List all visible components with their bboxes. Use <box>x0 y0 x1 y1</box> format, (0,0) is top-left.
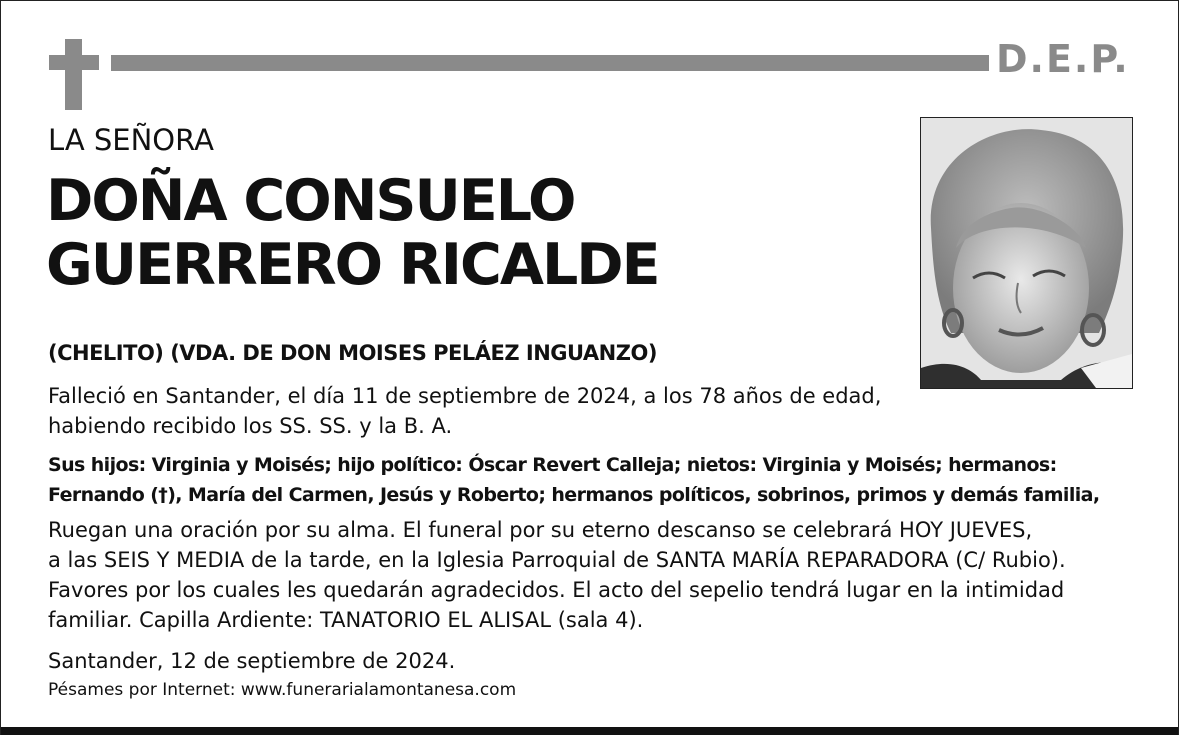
death-notice <box>48 381 881 441</box>
deceased-name <box>46 169 659 297</box>
funeral-line: Ruegan una oración por su alma. El funeral por su eterno descanso se celebrará HOY JUEVES, <box>48 518 1033 542</box>
family-line: Sus hijos: Virginia y Moisés; hijo político: Óscar Revert Calleja; nietos: Virginia y Moisés; hermanos: <box>48 454 1057 476</box>
funeral-line: Favores por los cuales les quedarán agradecidos. El acto del sepelio tendrá lugar en la intimidad <box>48 578 1065 602</box>
dep-label: D.E.P. <box>996 37 1130 81</box>
death-line: Falleció en Santander, el día 11 de septiembre de 2024, a los 78 años de edad, <box>48 384 882 408</box>
name-line: DOÑA CONSUELO <box>46 168 575 234</box>
portrait-image <box>921 118 1132 388</box>
name-line: GUERRERO RICALDE <box>46 232 659 298</box>
funeral-line: familiar. Capilla Ardiente: TANATORIO EL ALISAL (sala 4). <box>48 608 644 632</box>
cross-icon <box>49 39 99 110</box>
bottom-rule <box>1 727 1178 735</box>
funeral-details <box>48 515 1066 635</box>
family-line: Fernando (†), María del Carmen, Jesús y Roberto; hermanos políticos, sobrinos, primos y demás familia, <box>48 484 1100 506</box>
header-rule <box>111 55 989 71</box>
family-list <box>48 450 1100 510</box>
death-line: habiendo recibido los SS. SS. y la B. A. <box>48 414 453 438</box>
condolences-web: Pésames por Internet: www.funerarialamontanesa.com <box>48 680 517 700</box>
honorific-prefix: LA SEÑORA <box>48 123 214 157</box>
dateline: Santander, 12 de septiembre de 2024. <box>48 649 456 673</box>
nickname-subtitle: (CHELITO) (VDA. DE DON MOISES PELÁEZ INGUANZO) <box>48 341 657 365</box>
portrait-photo <box>920 117 1133 389</box>
funeral-line: a las SEIS Y MEDIA de la tarde, en la Iglesia Parroquial de SANTA MARÍA REPARADORA (C/ Rubio). <box>48 548 1066 572</box>
